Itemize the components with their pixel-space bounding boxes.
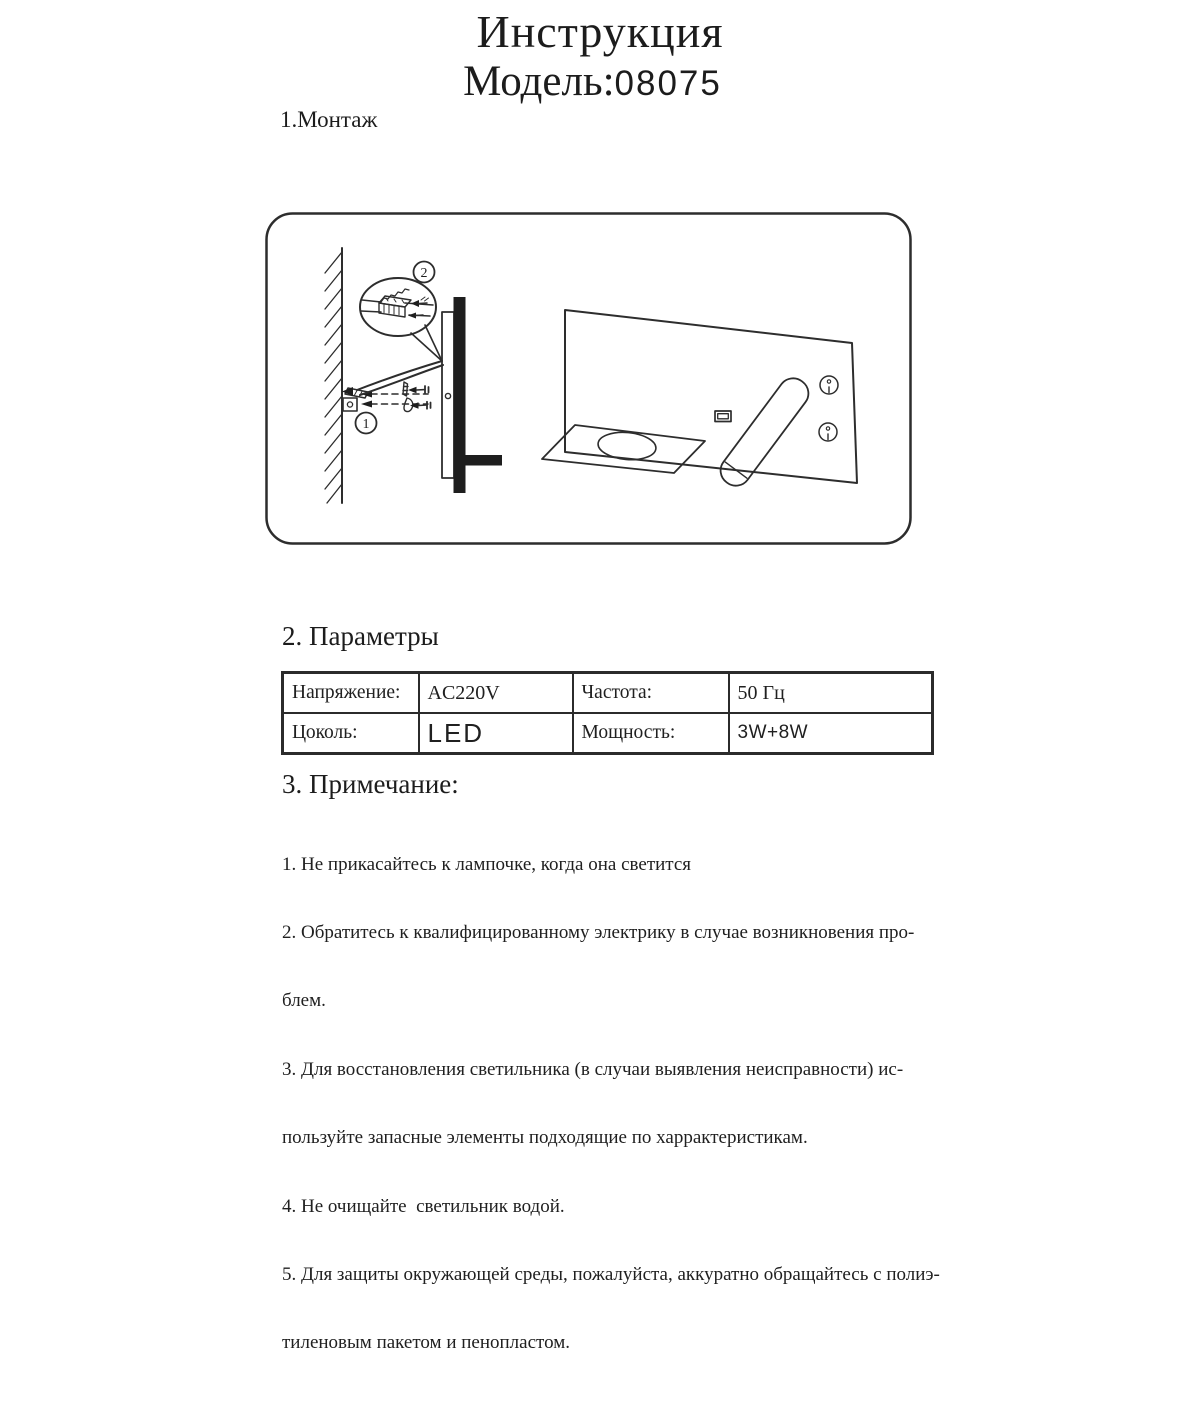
power-wires	[357, 361, 443, 395]
lamp-body-bar	[454, 297, 466, 493]
step-2-number: 2	[421, 266, 428, 281]
note-line: тиленовым пакетом и пенопластом.	[282, 1332, 962, 1355]
wall-plate	[343, 398, 357, 411]
step-2-callout	[414, 262, 435, 283]
param-value-power: 3W+8W	[729, 713, 933, 754]
param-label-socket: Цоколь:	[283, 713, 419, 754]
lamp-side-view	[442, 297, 502, 493]
step-1-number: 1	[363, 417, 370, 432]
model-number: 08075	[615, 64, 722, 103]
note-line: пользуйте запасные элементы подходящие по харрактеристикам.	[282, 1127, 962, 1150]
screw-icon	[408, 386, 429, 393]
switch-button-top	[820, 376, 838, 394]
param-value-frequency: 50 Гц	[729, 673, 933, 714]
note-line: блем.	[282, 990, 962, 1013]
usb-port	[715, 411, 731, 422]
switch-button-bottom	[819, 423, 837, 441]
notes-heading: 3. Примечание:	[282, 769, 459, 800]
param-value-voltage: AC220V	[419, 673, 573, 714]
note-line: 2. Обратитесь к квалифицированному электрику в случае возникновения про-	[282, 922, 962, 945]
installation-diagram	[265, 212, 912, 545]
notes-list	[282, 808, 962, 1401]
note-line: 3. Для восстановления светильника (в случаи выявления неисправности) ис-	[282, 1059, 962, 1082]
param-label-power: Мощность:	[573, 713, 729, 754]
mounting-bracket-step	[342, 382, 431, 434]
parameters-table	[281, 671, 934, 755]
dashed-arrows	[371, 394, 428, 404]
wall-hatching	[325, 248, 342, 503]
terminal-block	[361, 289, 433, 319]
model-label: Модель:	[463, 58, 614, 105]
param-value-socket: LED	[419, 713, 573, 754]
lamp-front-view	[542, 310, 857, 491]
note-line: 5. Для защиты окружающей среды, пожалуйста, аккуратно обращайтесь с полиэ-	[282, 1264, 962, 1287]
lamp-panel	[565, 310, 857, 483]
note-line: 1. Не прикасайтесь к лампочке, когда она светится	[282, 854, 962, 877]
parameters-heading: 2. Параметры	[282, 621, 439, 652]
shelf-side-view	[465, 455, 502, 466]
wiring-detail-callout	[360, 262, 442, 362]
mounting-heading: 1.Монтаж	[280, 107, 377, 133]
table-row	[283, 673, 933, 714]
diagram-border	[267, 214, 911, 544]
model-line	[0, 57, 1185, 106]
param-label-voltage: Напряжение:	[283, 673, 419, 714]
param-label-frequency: Частота:	[573, 673, 729, 714]
step-1-callout	[356, 413, 377, 434]
table-row	[283, 713, 933, 754]
page-title: Инструкция	[0, 5, 1200, 58]
note-line: 4. Не очищайте светильник водой.	[282, 1196, 962, 1219]
